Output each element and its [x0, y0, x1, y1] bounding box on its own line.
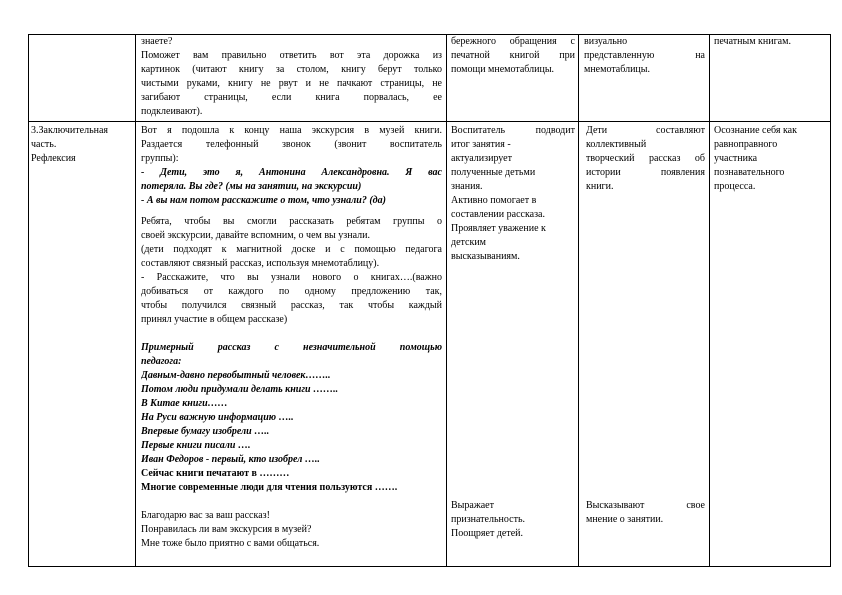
text-line: Ребята, чтобы вы смогли рассказать ребятам группы о: [141, 216, 442, 227]
row1-children-cell: [584, 35, 705, 121]
story-line: Многие современные люди для чтения пользуются …….: [141, 482, 398, 493]
row2-teacher-end-cell: [451, 499, 575, 544]
text-line: творческий рассказ об: [586, 153, 705, 164]
text-line: Активно помогает в: [451, 195, 537, 206]
text-line: визуально: [584, 36, 628, 47]
text-line: загибают страницы, если книга порвалась, ее: [141, 92, 442, 103]
stage-title: 3.Заключительная: [31, 125, 109, 136]
story-line: Давным-давно первобытный человек……..: [141, 370, 331, 381]
story-line: Потом люди придумали делать книги ……..: [141, 384, 339, 395]
dialog-line: - А вы нам потом расскажите о том, что узнали? (да): [141, 195, 386, 206]
column-divider-2: [446, 34, 447, 567]
stage-title: Рефлексия: [31, 153, 76, 164]
text-line: равноправного: [714, 139, 778, 150]
text-line: процесса.: [714, 181, 756, 192]
text-line: составляют связный рассказ, используя мнемотаблицу).: [141, 258, 380, 269]
row1-stage-cell: [29, 35, 135, 121]
text-line: подклеивают).: [141, 106, 203, 117]
text-line: Раздается телефонный звонок (звонит воспитатель: [141, 139, 442, 150]
text-line: актуализирует: [451, 153, 512, 164]
stage-title: часть.: [31, 139, 57, 150]
text-line: принял участие в общем рассказе): [141, 314, 288, 325]
text-line: мнемотаблицы.: [584, 64, 650, 75]
column-divider-3: [578, 34, 579, 567]
story-heading: Примерный рассказ с незначительной помощью: [141, 342, 442, 353]
row2-teacher-cell: [451, 124, 575, 274]
dialog-line: потеряла. Вы где? (мы на занятии, на экскурсии): [141, 181, 362, 192]
row2-children-end-cell: [586, 499, 705, 529]
row1-activity-cell: [141, 35, 442, 121]
text-line: группы):: [141, 153, 179, 164]
text-line: участника: [714, 153, 758, 164]
text-line: Вот я подошла к концу наша экскурсия в музей книги.: [141, 125, 442, 136]
text-line: представленную на: [584, 50, 705, 61]
text-line: мнение о занятии.: [586, 514, 664, 525]
text-line: детским: [451, 237, 486, 248]
story-line: Впервые бумагу изобрели …..: [141, 426, 270, 437]
text-line: чтобы получился связный рассказ, так чтобы каждый: [141, 300, 442, 311]
dialog-line: - Дети, это я, Антонина Александровна. Я вас: [141, 167, 442, 178]
row1-teacher-cell: [451, 35, 575, 121]
text-line: составлении рассказа.: [451, 209, 545, 220]
text-line: Высказывают свое: [586, 500, 705, 511]
text-line: Проявляет уважение к: [451, 223, 546, 234]
row2-activity-cell: [141, 124, 442, 566]
row-divider: [28, 121, 831, 122]
story-line: Иван Федоров - первый, кто изобрел …..: [141, 454, 320, 465]
row2-children-cell: [586, 124, 705, 204]
text-line: книги.: [586, 181, 614, 192]
text-line: высказываниям.: [451, 251, 520, 262]
row2-result-cell: [714, 124, 827, 204]
text-line: чистыми руками, книгу не рвут и не пачкают страницы, не: [141, 78, 442, 89]
text-line: итог занятия -: [451, 139, 511, 150]
text-line: своей экскурсии, давайте вспомним, о чем вы узнали.: [141, 230, 370, 241]
text-line: знания.: [451, 181, 483, 192]
row2-stage-cell: [31, 124, 135, 184]
text-line: признательность.: [451, 514, 526, 525]
row1-result-cell: [714, 35, 827, 121]
text-line: - Расскажите, что вы узнали нового о книгах….(важно: [141, 272, 442, 283]
text-line: знаете?: [141, 36, 173, 47]
text-line: Выражает: [451, 500, 494, 511]
column-divider-4: [709, 34, 710, 567]
column-divider-1: [135, 34, 136, 567]
text-line: печатным книгам.: [714, 36, 791, 47]
text-line: коллективный: [586, 139, 647, 150]
text-line: Поощряет детей.: [451, 528, 524, 539]
text-line: истории появления: [586, 167, 705, 178]
table-right-border: [830, 34, 831, 567]
text-line: печатной книгой при: [451, 50, 575, 61]
closing-line: Благодарю вас за ваш рассказ!: [141, 510, 270, 521]
text-line: полученные детьми: [451, 167, 536, 178]
text-line: помощи мнемотаблицы.: [451, 64, 555, 75]
story-line: Первые книги писали ….: [141, 440, 251, 451]
text-line: Поможет вам правильно ответить вот эта дорожка из: [141, 50, 442, 61]
text-line: Осознание себя как: [714, 125, 797, 136]
table-bottom-border: [28, 566, 831, 567]
story-heading: педагога:: [141, 356, 182, 367]
text-line: добиваться от каждого по одному предложению так,: [141, 286, 442, 297]
closing-line: Мне тоже было приятно с вами общаться.: [141, 538, 320, 549]
text-line: Воспитатель подводит: [451, 125, 575, 136]
story-line: На Руси важную информацию …..: [141, 412, 294, 423]
story-line: В Китае книги……: [141, 398, 228, 409]
text-line: Дети составляют: [586, 125, 705, 136]
text-line: картинок (читают книгу за столом, книгу берут только: [141, 64, 442, 75]
text-line: бережного обращения с: [451, 36, 575, 47]
closing-line: Понравилась ли вам экскурсия в музей?: [141, 524, 312, 535]
text-line: познавательного: [714, 167, 785, 178]
story-line: Сейчас книги печатают в ………: [141, 468, 290, 479]
text-line: (дети подходят к магнитной доске и с помощью педагога: [141, 244, 442, 255]
